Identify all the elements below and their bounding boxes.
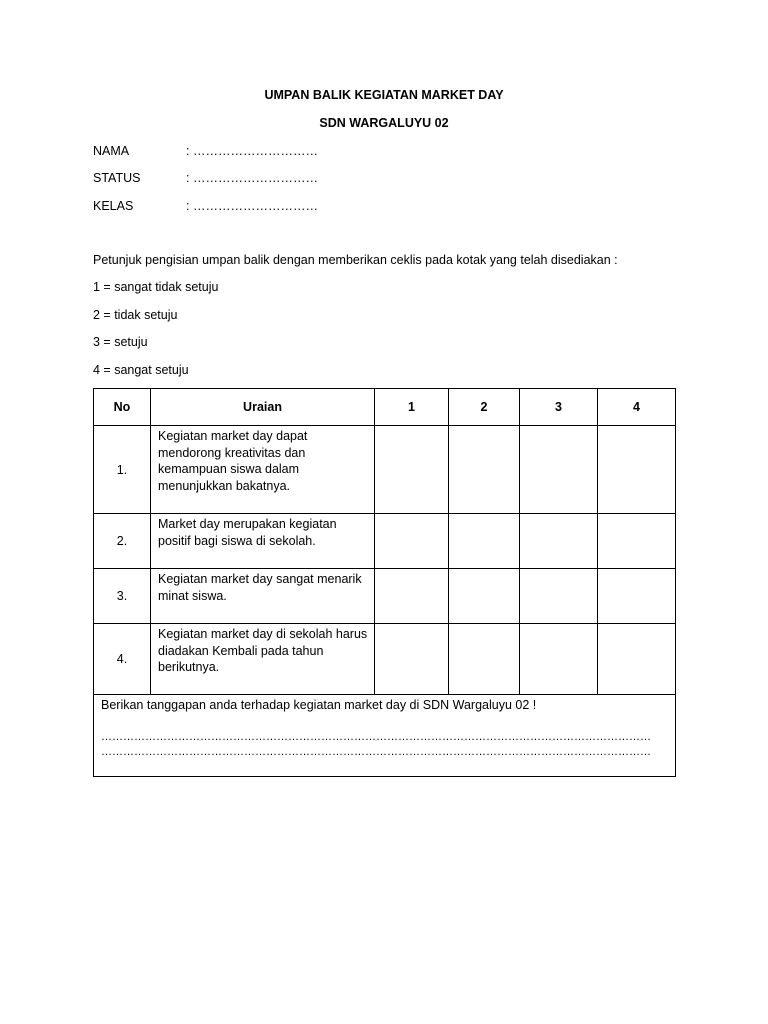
header-score-1: 1	[375, 389, 449, 426]
checkbox-cell-2[interactable]	[449, 569, 520, 624]
field-nama-value[interactable]: : …………………………	[186, 144, 318, 158]
table-row	[94, 514, 676, 569]
checkbox-cell-4[interactable]	[598, 569, 676, 624]
row-description: Market day merupakan kegiatan positif bagi siswa di sekolah.	[151, 514, 375, 569]
checkbox-cell-1[interactable]	[375, 569, 449, 624]
row-description: Kegiatan market day dapat mendorong kreativitas dan kemampuan siswa dalam menunjukkan bakatnya.	[151, 426, 375, 514]
field-status-value[interactable]: : …………………………	[186, 171, 318, 185]
checkbox-cell-4[interactable]	[598, 514, 676, 569]
checkbox-cell-4[interactable]	[598, 624, 676, 695]
checkbox-cell-3[interactable]	[520, 426, 598, 514]
table-header-row	[94, 389, 676, 426]
header-score-4: 4	[598, 389, 676, 426]
field-status-label: STATUS	[93, 171, 141, 185]
table-row	[94, 426, 676, 514]
row-number: 1.	[94, 426, 151, 514]
checkbox-cell-1[interactable]	[375, 624, 449, 695]
header-score-2: 2	[449, 389, 520, 426]
row-number: 4.	[94, 624, 151, 695]
checkbox-cell-3[interactable]	[520, 624, 598, 695]
checkbox-cell-4[interactable]	[598, 426, 676, 514]
scale-item-3: 3 = setuju	[93, 335, 148, 349]
document-title: UMPAN BALIK KEGIATAN MARKET DAY	[264, 88, 504, 102]
feedback-cell[interactable]	[94, 695, 676, 777]
checkbox-cell-3[interactable]	[520, 569, 598, 624]
checkbox-cell-1[interactable]	[375, 426, 449, 514]
field-kelas-label: KELAS	[93, 199, 134, 213]
feedback-answer-line-2[interactable]: ……………………………………………………………………………………………………………………………………	[101, 746, 651, 758]
feedback-row	[94, 695, 676, 777]
scale-item-1: 1 = sangat tidak setuju	[93, 280, 219, 294]
scale-item-4: 4 = sangat setuju	[93, 363, 189, 377]
table-row	[94, 624, 676, 695]
feedback-table	[93, 388, 676, 777]
header-no: No	[94, 389, 151, 426]
feedback-answer-line-1[interactable]: ……………………………………………………………………………………………………………………………………	[101, 731, 651, 743]
row-description: Kegiatan market day sangat menarik minat siswa.	[151, 569, 375, 624]
scale-item-2: 2 = tidak setuju	[93, 308, 178, 322]
document-page	[93, 0, 675, 1024]
field-kelas-value[interactable]: : …………………………	[186, 199, 318, 213]
feedback-question: Berikan tanggapan anda terhadap kegiatan market day di SDN Wargaluyu 02 !	[101, 698, 537, 712]
checkbox-cell-2[interactable]	[449, 426, 520, 514]
row-number: 2.	[94, 514, 151, 569]
field-nama-label: NAMA	[93, 144, 130, 158]
school-name: SDN WARGALUYU 02	[319, 116, 449, 130]
row-number: 3.	[94, 569, 151, 624]
checkbox-cell-2[interactable]	[449, 514, 520, 569]
header-uraian: Uraian	[151, 389, 375, 426]
table-row	[94, 569, 676, 624]
instructions-intro: Petunjuk pengisian umpan balik dengan memberikan ceklis pada kotak yang telah disediakan :	[93, 253, 618, 267]
checkbox-cell-1[interactable]	[375, 514, 449, 569]
checkbox-cell-3[interactable]	[520, 514, 598, 569]
checkbox-cell-2[interactable]	[449, 624, 520, 695]
header-score-3: 3	[520, 389, 598, 426]
row-description: Kegiatan market day di sekolah harus diadakan Kembali pada tahun berikutnya.	[151, 624, 375, 695]
